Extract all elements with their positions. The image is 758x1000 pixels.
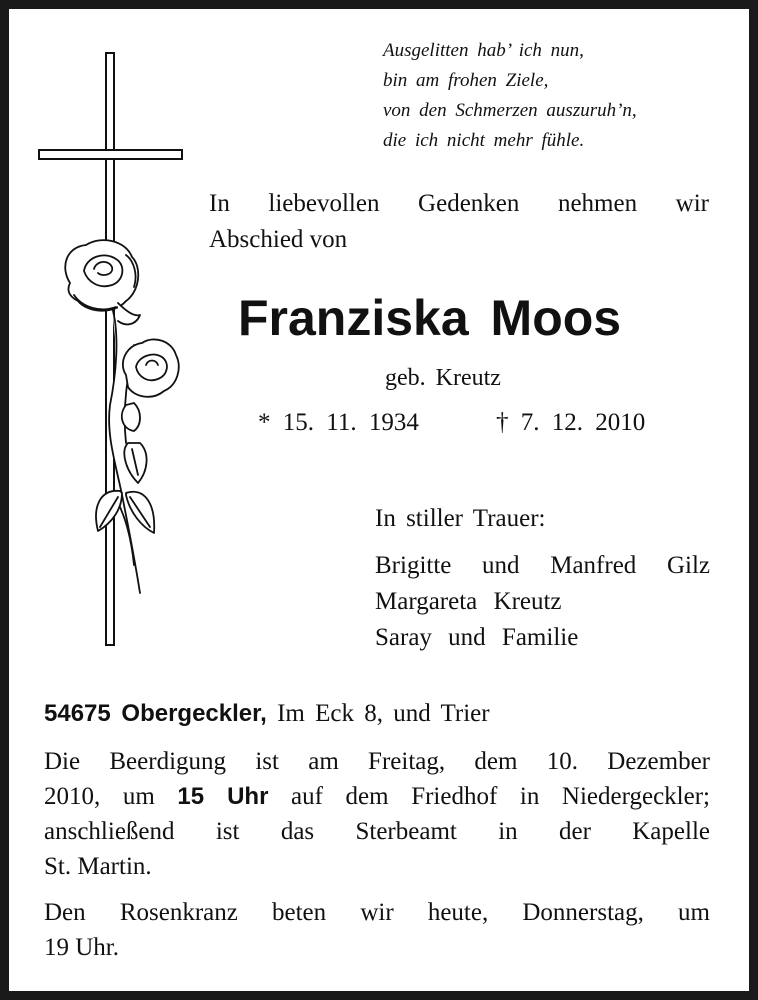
mourning-heading: In stiller Trauer:: [375, 505, 546, 532]
rosary-line: Den Rosenkranz beten wir heute, Donnerstag, um: [44, 899, 710, 926]
poem-line: Ausgelitten hab’ ich nun,: [383, 40, 584, 61]
rosary-line: 19 Uhr.: [44, 934, 119, 961]
funeral-line: [44, 779, 710, 814]
death-date: † 7. 12. 2010: [496, 409, 646, 436]
address-rest: Im Eck 8, und Trier: [277, 700, 490, 727]
address-line: [44, 697, 490, 731]
poem-line: bin am frohen Ziele,: [383, 70, 549, 91]
funeral-line: anschließend ist das Sterbeamt in der Kapelle: [44, 818, 710, 845]
poem-verse: [383, 36, 637, 156]
maiden-name: geb. Kreutz: [385, 365, 501, 391]
poem-line: die ich nicht mehr fühle.: [383, 130, 585, 151]
birth-date: * 15. 11. 1934: [258, 409, 419, 436]
address-city: 54675 Obergeckler,: [44, 700, 267, 727]
intro-line: Abschied von: [209, 226, 348, 253]
cross-with-roses-illustration: [30, 45, 200, 655]
funeral-details: [44, 744, 710, 884]
mourner-line: Margareta Kreutz: [375, 588, 562, 615]
intro-text: [209, 186, 709, 258]
poem-line: von den Schmerzen auszuruh’n,: [383, 100, 637, 121]
funeral-time: 15 Uhr: [177, 783, 269, 810]
funeral-year: 2010, um: [44, 783, 178, 810]
funeral-place: auf dem Friedhof in Niedergeckler;: [268, 783, 710, 810]
deceased-name: Franziska Moos: [238, 290, 622, 346]
intro-line: In liebevollen Gedenken nehmen wir: [209, 190, 709, 217]
mourner-line: Brigitte und Manfred Gilz: [375, 552, 710, 579]
funeral-line: St. Martin.: [44, 853, 152, 880]
mourner-line: Saray und Familie: [375, 624, 579, 651]
rosary-details: [44, 895, 710, 965]
roses-icon: [65, 240, 178, 593]
mourners-list: [375, 548, 710, 656]
funeral-line: Die Beerdigung ist am Freitag, dem 10. Dezember: [44, 748, 710, 775]
